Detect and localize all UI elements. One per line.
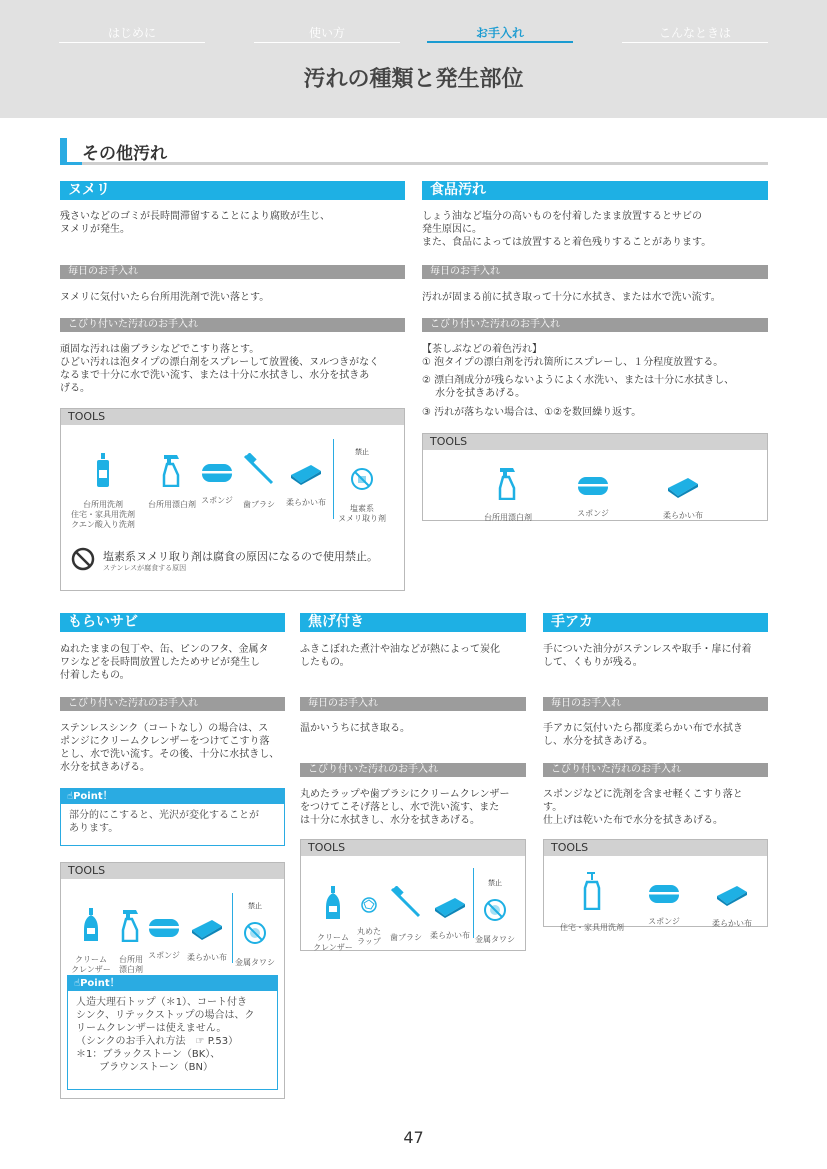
tool-label: 柔らかい布 — [430, 931, 470, 940]
toothbrush-icon — [389, 886, 423, 920]
tab-usage[interactable]: 使い方 — [308, 26, 345, 40]
tool-label: スポンジ — [148, 951, 180, 960]
tool-toothbrush — [237, 443, 281, 510]
tool-label: クリーム クレンザー — [71, 955, 111, 974]
tab-underline — [254, 42, 400, 43]
tool-dish-detergent — [69, 443, 137, 530]
burn-stuck-header: こびり付いた汚れのお手入れ — [300, 763, 526, 777]
cloth-icon — [190, 916, 224, 940]
rust-description: ぬれたままの包丁や、缶、ピンのフタ、金属タ ワシなどを長時間放置したためサビが発生し 付着したもの。 — [60, 644, 269, 681]
cloth-icon — [433, 894, 467, 918]
tool-label: スポンジ — [201, 496, 233, 505]
tool-label: 住宅・家具用洗剤 — [560, 923, 624, 932]
prohibited-icon — [350, 467, 374, 491]
rust-stuck-header: こびり付いた汚れのお手入れ — [60, 697, 285, 711]
numeri-daily-header: 毎日のお手入れ — [60, 265, 405, 279]
tab-underline — [622, 42, 768, 43]
tools-header: TOOLS — [301, 840, 525, 856]
sponge-icon — [201, 463, 233, 483]
rust-tools-box — [60, 862, 285, 1099]
tool-label: 台所用漂白剤 — [148, 500, 196, 509]
hand-daily-header: 毎日のお手入れ — [543, 697, 768, 711]
point-text: 部分的にこすると、光沢が変化することが あります。 — [69, 810, 259, 834]
category-food: 食品汚れ — [422, 181, 768, 200]
prohibited-icon — [483, 898, 507, 922]
tool-bleach — [143, 443, 201, 510]
category-rust: もらいサビ — [60, 613, 285, 632]
rust-stuck-text: ステンレスシンク（コートなし）の場合は、ス ポンジにクリームクレンザーをつけてこすり落 とし、水で洗い流す。その後、十分に水拭きし、 水分を拭きあげる。 — [60, 723, 280, 773]
tab-underline-active — [427, 41, 573, 43]
numeri-description: 残さいなどのゴミが長時間滞留することにより腐敗が生じ、 ヌメリが発生。 — [60, 211, 330, 235]
cleanser-bottle-icon — [325, 886, 341, 920]
tool-label: 歯ブラシ — [243, 500, 275, 509]
tab-underline — [59, 42, 205, 43]
section-rule-accent — [60, 162, 82, 165]
tools-header: TOOLS — [61, 863, 284, 879]
sponge-icon — [577, 476, 609, 496]
hand-daily-text: 手アカに気付いたら都度柔らかい布で水拭き し、水分を拭きあげる。 — [543, 723, 743, 747]
prohibited-icon — [243, 921, 267, 945]
detergent-bottle-icon — [96, 453, 110, 487]
food-tools-box — [422, 433, 768, 521]
section-title: その他汚れ — [82, 144, 167, 164]
tool-metal-scrubber-prohibited — [472, 868, 518, 945]
numeri-tools-box — [60, 408, 405, 591]
food-description: しょう油など塩分の高いものを付着したまま放置するとサビの 発生原因に。 また、食品によっては放置すると着色残りすることがあります。 — [422, 211, 712, 248]
burn-description: ふきこぼれた煮汁や油などが熱によって炭化 したもの。 — [300, 644, 500, 668]
tool-bleach — [473, 456, 543, 523]
tool-label: スポンジ — [648, 917, 680, 926]
tool-wrap — [353, 886, 385, 947]
cloth-icon — [715, 882, 749, 906]
page-number: 47 — [403, 1128, 424, 1147]
burn-stuck-text: 丸めたラップや歯ブラシにクリームクレンザー をつけてこそげ落とし、水で洗い流す、また は十分に水拭きし、水分を拭きあげる。 — [300, 789, 510, 826]
tool-label: 台所用 漂白剤 — [119, 955, 143, 974]
burn-daily-header: 毎日のお手入れ — [300, 697, 526, 711]
food-step-1: ① 泡タイプの漂白剤を汚れ箇所にスプレーし、１分程度放置する。 — [422, 357, 724, 368]
spray-bottle-icon — [497, 466, 519, 500]
tools-header: TOOLS — [61, 409, 404, 425]
tool-label: 塩素系 ヌメリ取り剤 — [338, 504, 386, 523]
food-daily-header: 毎日のお手入れ — [422, 265, 768, 279]
numeri-stuck-header: こびり付いた汚れのお手入れ — [60, 318, 405, 332]
tool-household-detergent — [552, 862, 632, 933]
prohibited-warning-sub: ステンレスが腐食する原因 — [103, 564, 187, 572]
hand-description: 手についた油分がステンレスや取手・扉に付着 して、くもりが残る。 — [543, 644, 752, 668]
cloth-icon — [289, 461, 323, 485]
tool-label: 台所用洗剤 住宅・家具用洗剤 クエン酸入り洗剤 — [71, 500, 135, 529]
wrap-ball-icon — [360, 896, 378, 914]
spray-bottle-icon — [120, 908, 142, 942]
tool-soft-cloth — [185, 906, 229, 963]
tool-label: 柔らかい布 — [187, 953, 227, 962]
tool-sponge — [199, 453, 235, 506]
tool-soft-cloth — [283, 451, 329, 508]
spray-bottle-icon — [161, 453, 183, 487]
tool-cream-cleanser — [71, 898, 111, 975]
tool-label: 金属タワシ — [475, 935, 515, 944]
hand-pointer-icon: ☝ — [67, 791, 74, 802]
page-title: 汚れの種類と発生部位 — [303, 67, 524, 92]
category-fingerprint: 手アカ — [543, 613, 768, 632]
prohibited-warning: 塩素系ヌメリ取り剤は腐食の原因になるので使用禁止。 — [103, 550, 378, 563]
burn-daily-text: 温かいうちに拭き取る。 — [300, 723, 410, 734]
numeri-daily-text: ヌメリに気付いたら台所用洗剤で洗い落とす。 — [60, 292, 270, 303]
tool-label: 柔らかい布 — [663, 511, 703, 520]
prohibited-sign-icon — [71, 547, 95, 571]
tool-soft-cloth — [653, 464, 713, 521]
prohibited-label: 禁止 — [488, 879, 502, 887]
tool-label: 丸めた ラップ — [357, 927, 381, 946]
page-header — [0, 0, 827, 118]
point-title: Point！ — [80, 978, 120, 989]
rust-point-box — [60, 788, 285, 846]
pump-bottle-icon — [583, 872, 601, 910]
cloth-icon — [666, 474, 700, 498]
tool-sponge — [639, 874, 689, 927]
tool-bleach — [113, 898, 149, 975]
hand-stuck-header: こびり付いた汚れのお手入れ — [543, 763, 768, 777]
tool-label: スポンジ — [577, 509, 609, 518]
burn-tools-box — [300, 839, 526, 951]
tool-label: 台所用漂白剤 — [484, 513, 532, 522]
category-numeri: ヌメリ — [60, 181, 405, 200]
prohibited-label: 禁止 — [248, 902, 262, 910]
prohibited-label: 禁止 — [355, 448, 369, 456]
food-step-3: ③ 汚れが落ちない場合は、①②を数回繰り返す。 — [422, 407, 642, 418]
hand-tools-box — [543, 839, 768, 932]
cleanser-bottle-icon — [83, 908, 99, 942]
tab-care[interactable]: お手入れ — [475, 26, 524, 40]
tool-label: 歯ブラシ — [390, 933, 422, 942]
tool-chlorine-prohibited — [331, 437, 393, 524]
tool-label: 柔らかい布 — [286, 498, 326, 507]
toothbrush-icon — [242, 453, 276, 487]
hand-stuck-text: スポンジなどに洗剤を含ませ軽くこすり落と す。 仕上げは乾いた布で水分を拭きあげる。 — [543, 789, 743, 826]
tools-header: TOOLS — [544, 840, 767, 856]
hand-pointer-icon: ☝ — [74, 978, 81, 989]
food-step-2: ② 漂白剤成分が残らないようによく水洗い、または十分に水拭きし、 水分を拭きあげる。 — [422, 375, 735, 399]
tool-toothbrush — [385, 876, 427, 943]
tool-sponge — [563, 466, 623, 519]
tool-label: クリーム クレンザー — [313, 933, 353, 952]
tools-header: TOOLS — [423, 434, 767, 450]
point-text: 人造大理石トップ（＊1）、コート付き シンク、リテックストップの場合は、ク リームクレンザーは使えません。 （シンクのお手入れ方法 ☞ P.53） ＊1：ブラックストーン（BK）、 ブラウンストーン（BN） — [76, 997, 255, 1073]
tool-soft-cloth — [704, 872, 760, 929]
tool-label: 金属タワシ — [235, 958, 275, 967]
food-stuck-title: 【茶しぶなどの着色汚れ】 — [422, 344, 542, 355]
rust-point-box-2 — [67, 975, 278, 1090]
tool-metal-scrubber-prohibited — [231, 891, 279, 968]
tab-troubleshooting[interactable]: こんなときは — [658, 26, 731, 40]
point-header — [68, 976, 277, 991]
sponge-icon — [148, 918, 180, 938]
food-stuck-header: こびり付いた汚れのお手入れ — [422, 318, 768, 332]
section-marker — [60, 138, 67, 165]
tool-cream-cleanser — [313, 876, 353, 953]
category-burn: 焦げ付き — [300, 613, 526, 632]
tab-introduction[interactable]: はじめに — [107, 26, 156, 40]
food-daily-text: 汚れが固まる前に拭き取って十分に水拭き、または水で洗い流す。 — [422, 292, 721, 303]
numeri-stuck-text: 頑固な汚れは歯ブラシなどでこすり落とす。 ひどい汚れは泡タイプの漂白剤をスプレーして放置後、ヌルつきがなく なるまで十分に水で洗い流す、または十分に水拭きし、水分を拭きあ げる。 — [60, 344, 380, 394]
point-title: Point！ — [73, 791, 113, 802]
point-header — [61, 789, 284, 804]
tool-label: 柔らかい布 — [712, 919, 752, 928]
tool-sponge — [145, 908, 183, 961]
tool-soft-cloth — [427, 884, 473, 941]
sponge-icon — [648, 884, 680, 904]
